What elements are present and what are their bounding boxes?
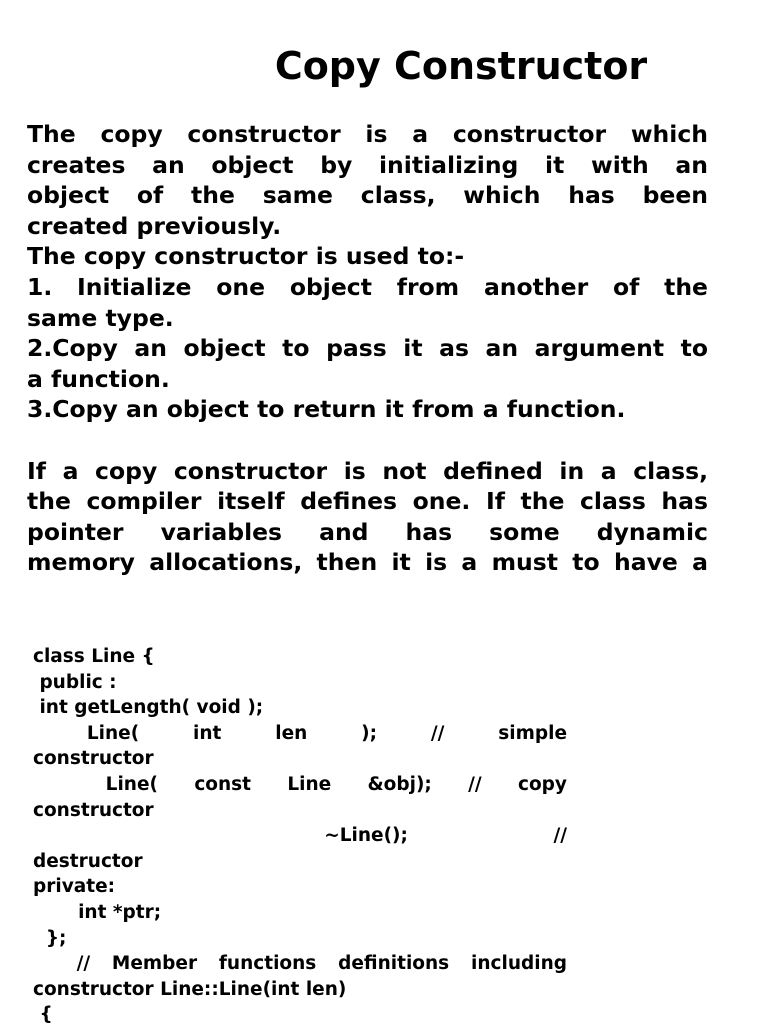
paragraph <box>27 119 708 577</box>
code-line: Line( int len ); // simple <box>33 722 567 744</box>
paragraph-line: The copy constructor is used to:- <box>27 242 465 271</box>
code-line: ~Line(); // <box>33 825 567 847</box>
paragraph-line: memory allocations, then it is a must to have a <box>27 548 708 577</box>
code-line: { <box>33 1004 53 1026</box>
list-item-continuation: same type. <box>27 303 174 332</box>
code-line: private: <box>33 876 116 898</box>
code-line: constructor Line::Line(int len) <box>33 978 347 1000</box>
code-line: // Member functions definitions including <box>33 953 567 975</box>
code-block <box>33 644 567 1028</box>
paragraph-line: pointer variables and has some dynamic <box>27 517 708 546</box>
paragraph-line: created previously. <box>27 211 282 240</box>
code-line: constructor <box>33 748 154 770</box>
code-line: destructor <box>33 850 143 872</box>
code-line: }; <box>33 927 67 949</box>
list-item: 1. Initialize one object from another of the <box>27 272 708 301</box>
list-item: 3.Copy an object to return it from a function. <box>27 395 626 424</box>
paragraph-line: the compiler itself defines one. If the class has <box>27 487 708 516</box>
code-line: class Line { <box>33 646 155 667</box>
page-title: Copy Constructor <box>274 44 648 88</box>
code-line: int getLength( void ); <box>33 697 264 719</box>
code-line: int *ptr; <box>33 901 162 923</box>
paragraph-line: The copy constructor is a constructor which <box>27 120 708 148</box>
code-line: constructor <box>33 799 154 821</box>
blank-line <box>27 425 708 456</box>
paragraph-line: object of the same class, which has been <box>27 181 708 210</box>
code-line: public : <box>33 671 117 693</box>
list-item-continuation: a function. <box>27 364 170 393</box>
paragraph-line: creates an object by initializing it with an <box>27 150 708 179</box>
code-line: Line( const Line &obj); // copy <box>33 773 567 795</box>
paragraph-line: If a copy constructor is not defined in a class, <box>27 456 708 485</box>
list-item: 2.Copy an object to pass it as an argument to <box>27 334 708 363</box>
